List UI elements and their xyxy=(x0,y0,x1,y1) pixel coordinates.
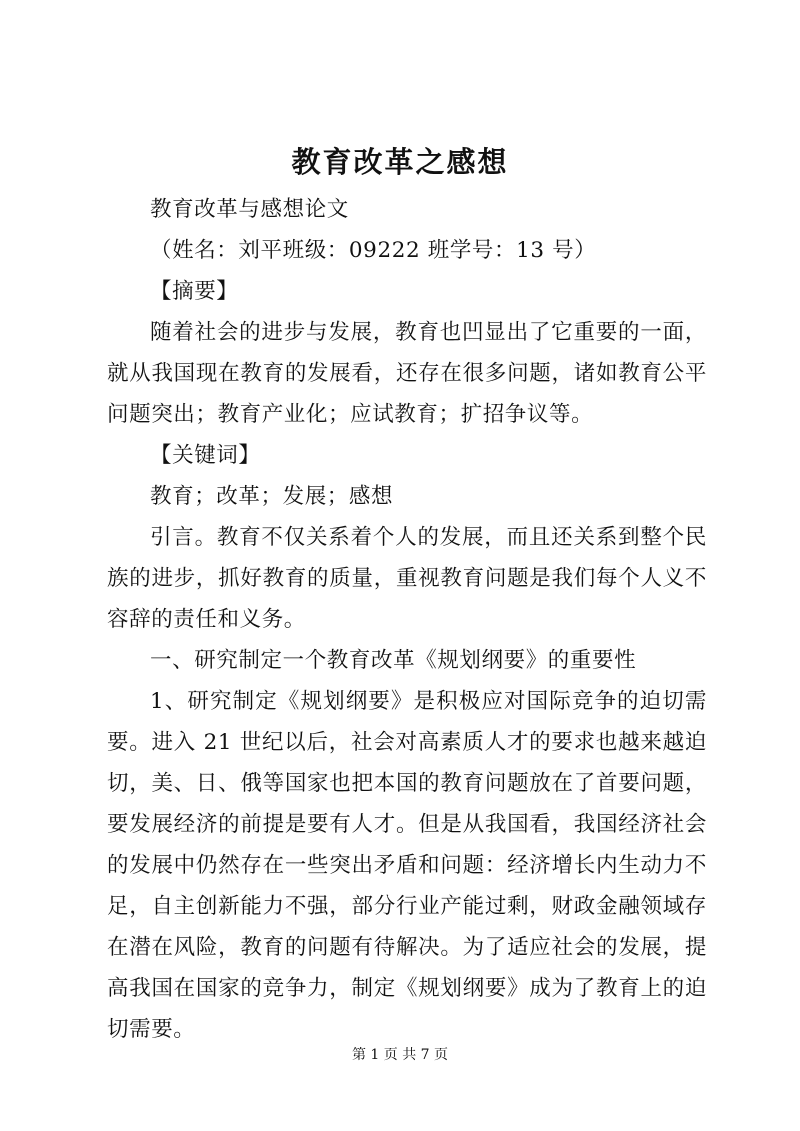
introduction-paragraph: 引言。教育不仅关系着个人的发展，而且还关系到整个民族的进步，抓好教育的质量，重视教育问题是我们每个人义不容辞的责任和义务。 xyxy=(107,525,707,632)
paper-subtitle: 教育改革与感想论文 xyxy=(150,197,349,222)
keywords-text: 教育；改革；发展；感想 xyxy=(150,484,394,509)
abstract-text: 随着社会的进步与发展，教育也凹显出了它重要的一面，就从我国现在教育的发展看，还存在很多问题，诸如教育公平问题突出；教育产业化；应试教育；扩招争议等。 xyxy=(107,320,707,427)
body-paragraph: 1、研究制定《规划纲要》是积极应对国际竞争的迫切需要。进入 21 世纪以后，社会对高素质人才的要求也越来越迫切，美、日、俄等国家也把本国的教育问题放在了首要问题，要发展经济的前提是要有人才。但是从我国看，我国经济社会的发展中仍然存在一些突出矛盾和问题：经济增长内生动力不足，自主创新能力不强，部分行业产能过剩，财政金融领域存在潜在风险，教育的问题有待解决。为了适应社会的发展，提高我国在国家的竞争力，制定《规划纲要》成为了教育上的迫切需要。 xyxy=(107,689,707,1042)
keywords-heading: 【关键词】 xyxy=(150,443,261,468)
author-info: （姓名：刘平班级：09222 班学号：13 号） xyxy=(150,238,597,263)
section-heading-1: 一、研究制定一个教育改革《规划纲要》的重要性 xyxy=(150,648,637,673)
abstract-heading: 【摘要】 xyxy=(150,279,239,304)
page-title: 教育改革之感想 xyxy=(291,145,509,179)
page-footer: 第 1 页 共 7 页 xyxy=(351,1047,449,1063)
